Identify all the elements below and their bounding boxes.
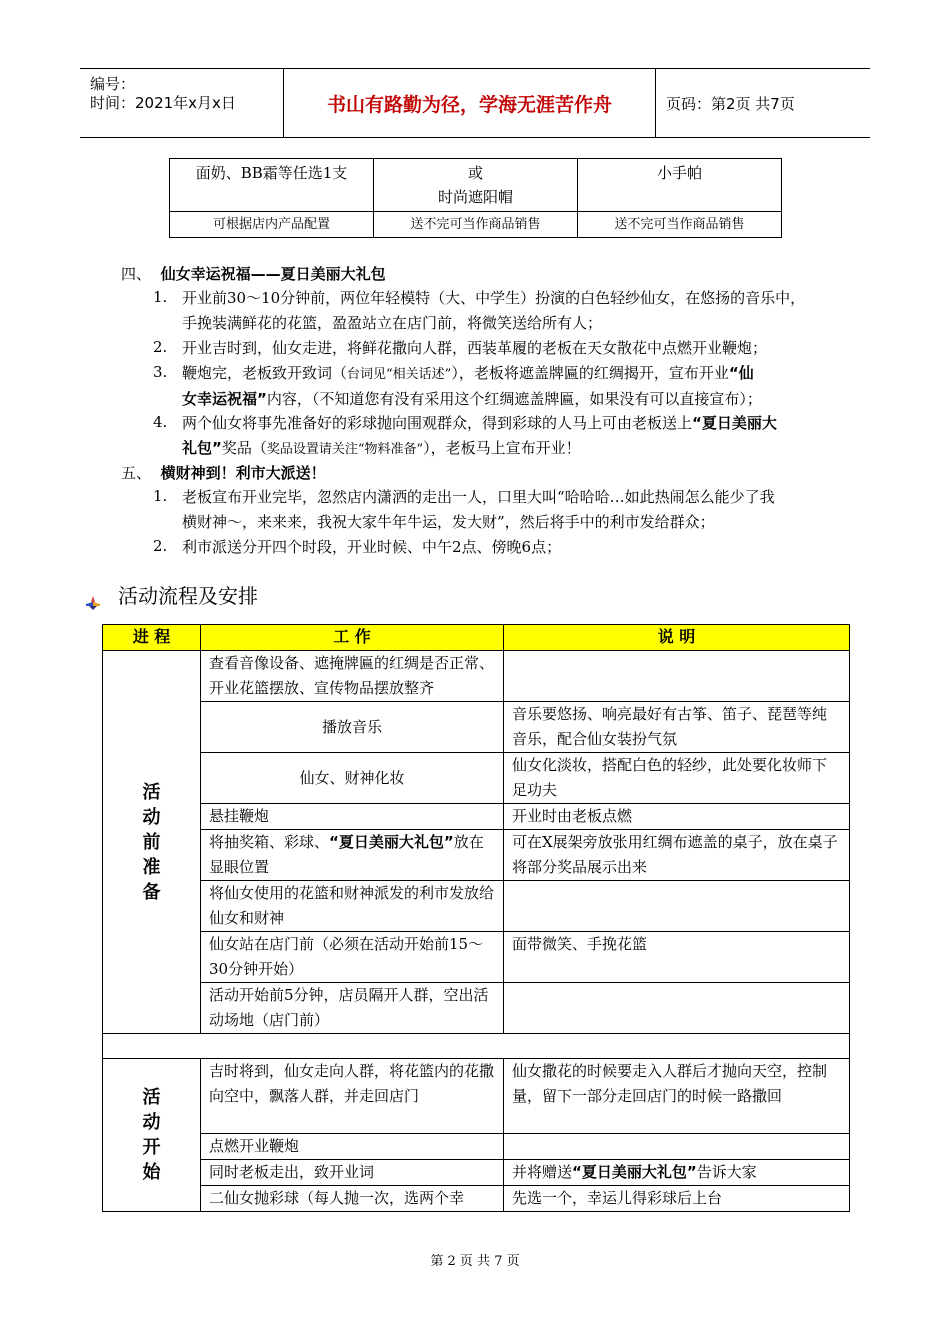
gift-cell: 或 时尚遮阳帽: [374, 159, 578, 212]
table-row-work: 仙女站在店门前（必须在活动开始前15～30分钟开始）: [201, 932, 504, 983]
table-row-work: 将仙女使用的花篮和财神派发的利市发放给仙女和财神: [201, 881, 504, 932]
gift-cell: 面奶、BB霜等任选1支: [170, 159, 374, 212]
table-row-note: [504, 1134, 850, 1160]
s4-item-4-line2b: ），老板马上宣布开业！: [423, 439, 581, 457]
schedule-table: [102, 624, 850, 1212]
table-row-work: 活动开始前5分钟，店员隔开人群，空出活动场地（店门前）: [201, 983, 504, 1034]
spacer-row: [103, 1034, 850, 1059]
phase-label: 活 动 前 准 备: [103, 651, 201, 1034]
table-row-note: 开业时由老板点燃: [504, 804, 850, 830]
s4-item-4-bold: “夏日美丽大: [692, 414, 777, 432]
note-text-b: 告诉大家: [696, 1163, 757, 1181]
s4-item-3-line2: 内容，（不知道您有没有采用这个红绸遮盖牌匾，如果没有可以直接宣布）；: [266, 390, 762, 408]
gift-note: 送不完可当作商品销售: [578, 212, 782, 238]
table-row-work: 吉时将到，仙女走向人群，将花篮内的花撒向空中，飘落人群，并走回店门: [201, 1059, 504, 1134]
item-number: 2.: [153, 338, 168, 356]
gift-note: 送不完可当作商品销售: [374, 212, 578, 238]
s4-item-2: 开业吉时到，仙女走进，将鲜花撒向人群，西装革履的老板在天女散花中点燃开业鞭炮；: [182, 339, 768, 357]
s4-item-4-text-a: 两个仙女将事先准备好的彩球抛向围观群众，得到彩球的人马上可由老板送上: [182, 414, 693, 432]
section-5-prefix: 五、: [121, 464, 152, 482]
gift-note: 可根据店内产品配置: [170, 212, 374, 238]
table-row-note: 仙女撒花的时候要走入人群后才抛向天空，控制量，留下一部分走回店门的时候一路撒回: [504, 1059, 850, 1134]
table-row-note: [504, 651, 850, 702]
table-row-work: [201, 830, 504, 881]
s4-item-1-line2: 手挽装满鲜花的花篮，盈盈站立在店门前，将微笑送给所有人；: [182, 314, 603, 332]
s5-item-2: 利市派送分开四个时段，开业时候、中午2点、傍晚6点；: [182, 538, 562, 556]
phase-label: 活 动 开 始: [103, 1059, 201, 1212]
table-row-work: 仙女、财神化妆: [201, 753, 504, 804]
header-motto-cell: [284, 69, 656, 137]
table-row-note: 仙女化淡妆，搭配白色的轻纱，此处要化妆师下足功夫: [504, 753, 850, 804]
table-row-note: 面带微笑、手挽花篮: [504, 932, 850, 983]
page-label: 页码：第2页 共7页: [666, 95, 795, 113]
s4-item-3-text-a: 鞭炮完，老板致开致词（: [182, 364, 348, 382]
gift-table: [169, 158, 782, 238]
work-bold: “夏日美丽大礼包”: [329, 833, 454, 851]
item-number: 1.: [153, 487, 168, 505]
section-4-title: [121, 262, 386, 286]
header-meta-cell: [80, 69, 284, 137]
s4-item-3-text-b: ），老板将遮盖牌匾的红绸揭开，宣布开业: [451, 364, 729, 382]
table-row-note: 音乐要悠扬、响亮最好有古筝、笛子、琵琶等纯音乐，配合仙女装扮气氛: [504, 702, 850, 753]
section-5-heading: 横财神到！利市大派送！: [160, 464, 326, 482]
header-page-cell: [656, 69, 870, 137]
number-label: 编号：: [90, 75, 136, 93]
s5-item-1-line1: 老板宣布开业完毕，忽然店内潇洒的走出一人，口里大叫“哈哈哈…如此热闹怎么能少了我: [182, 488, 775, 506]
s5-item-1: [182, 485, 872, 535]
item-number: 4.: [153, 413, 168, 431]
table-row-note: [504, 1160, 850, 1186]
s4-item-1: [182, 286, 872, 336]
s4-item-4-bold2: 礼包”: [182, 439, 222, 457]
s4-item-4-line2a: 奖品（: [221, 439, 267, 457]
s4-item-4: [182, 411, 872, 462]
table-row-note: 可在X展架旁放张用红绸布遮盖的桌子，放在桌子将部分奖品展示出来: [504, 830, 850, 881]
table-row-work: 悬挂鞭炮: [201, 804, 504, 830]
table-row-work: 查看音像设备、遮掩牌匾的红绸是否正常、开业花篮摆放、宣传物品摆放整齐: [201, 651, 504, 702]
col-header: 进 程: [103, 625, 201, 651]
s4-item-3: [182, 361, 872, 412]
page-footer: 第 2 页 共 7 页: [430, 1254, 520, 1269]
item-number: 3.: [153, 363, 168, 381]
time-label: 时间：2021年x月x日: [90, 94, 236, 112]
motto: 书山有路勤为径，学海无涯苦作舟: [326, 94, 612, 116]
page-header: [80, 68, 870, 138]
s4-item-3-ref: 台词见“相关话述”: [347, 367, 452, 382]
note-bold: “夏日美丽大礼包”: [572, 1163, 697, 1181]
table-row-work: 同时老板走出，致开业词: [201, 1160, 504, 1186]
table-row-work: 点燃开业鞭炮: [201, 1134, 504, 1160]
table-row-work: 二仙女抛彩球（每人抛一次，选两个幸: [201, 1186, 504, 1212]
col-header: 工 作: [201, 625, 504, 651]
note-text-a: 并将赠送: [512, 1163, 573, 1181]
item-number: 1.: [153, 288, 168, 306]
s4-item-4-ref: 奖品设置请关注“物料准备”: [266, 442, 424, 457]
schedule-heading-text: 活动流程及安排: [118, 584, 258, 608]
work-text-a: 将抽奖箱、彩球、: [209, 833, 330, 851]
table-row-work: 播放音乐: [201, 702, 504, 753]
schedule-heading: [86, 580, 258, 609]
diamond-bullet-icon: [86, 591, 100, 605]
table-row-note: [504, 881, 850, 932]
section-4-heading: 仙女幸运祝福——夏日美丽大礼包: [160, 265, 386, 283]
col-header: 说 明: [504, 625, 850, 651]
gift-cell: 小手帕: [578, 159, 782, 212]
section-4-prefix: 四、: [121, 265, 152, 283]
table-row-note: [504, 983, 850, 1034]
s5-item-1-line2: 横财神～，来来来，我祝大家牛年牛运，发大财”，然后将手中的利市发给群众；: [182, 513, 715, 531]
s4-item-1-line1: 开业前30～10分钟前，两位年轻模特（大、中学生）扮演的白色轻纱仙女，在悠扬的音乐中，: [182, 289, 806, 307]
s4-item-3-bold: “仙: [728, 364, 754, 382]
item-number: 2.: [153, 537, 168, 555]
table-row-note: 先选一个，幸运儿得彩球后上台: [504, 1186, 850, 1212]
work-text-b: 放在显眼位置: [209, 833, 484, 876]
s4-item-3-bold2: 女幸运祝福”: [182, 390, 267, 408]
section-5-title: [121, 461, 326, 485]
